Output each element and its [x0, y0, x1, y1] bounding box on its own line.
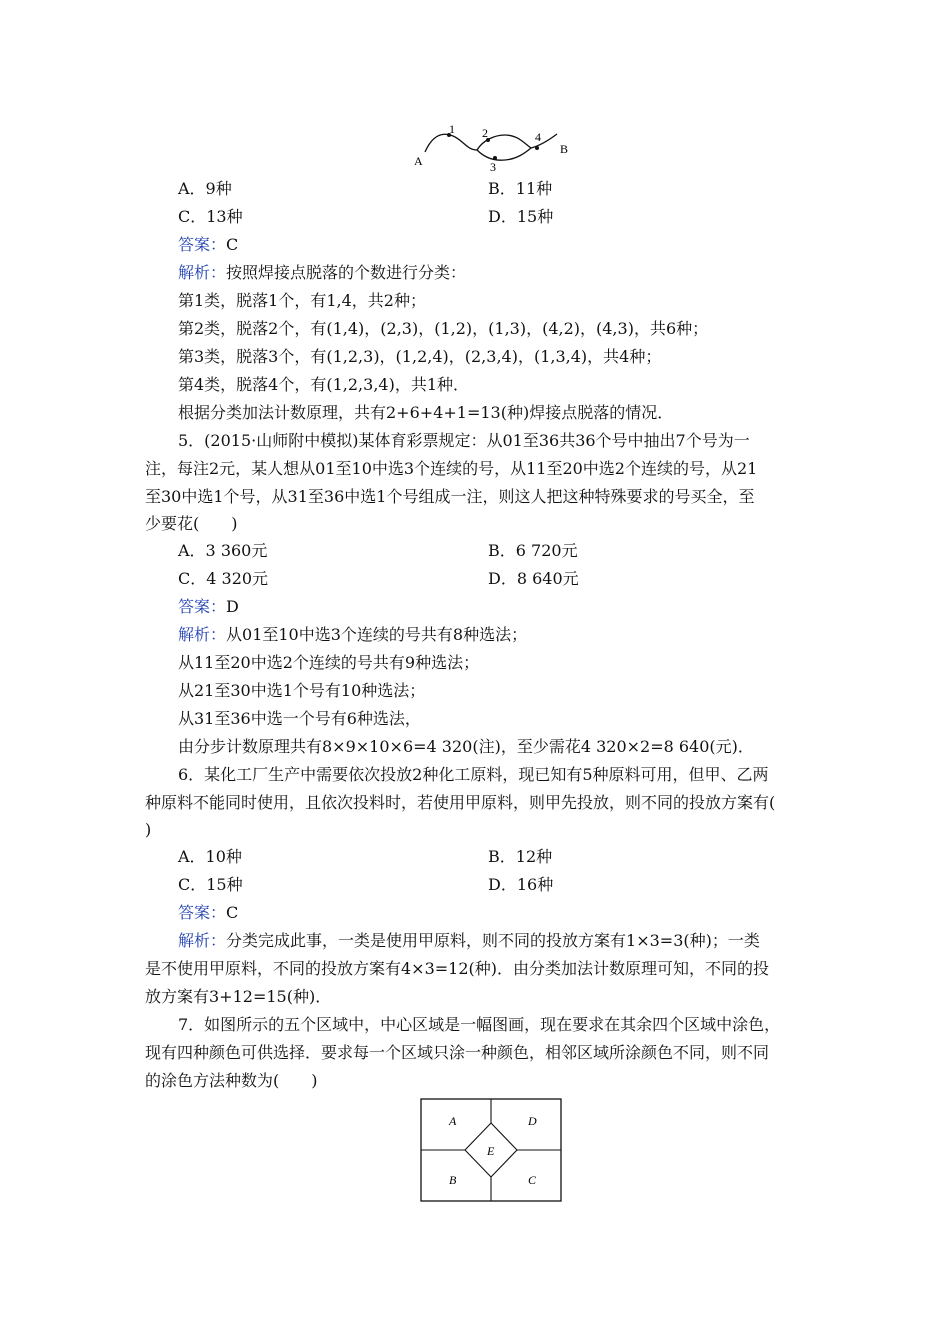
q6-answer	[178, 903, 238, 923]
answer-value: D	[226, 597, 239, 616]
answer-label: 答案：	[178, 235, 227, 254]
q6-stem-line: )	[145, 820, 152, 839]
q6-option-a: A．10种	[178, 847, 242, 866]
q6-analysis-line: 放方案有3+12=15(种)．	[145, 987, 332, 1006]
q5-option-c: C．4 320元	[178, 569, 269, 588]
q5-option-d: D．8 640元	[488, 569, 579, 588]
q4-analysis-line: 第1类，脱落1个，有1,4，共2种；	[178, 291, 426, 310]
q4-analysis	[178, 263, 466, 283]
q5-stem-line: 至30中选1个号，从31至36中选1个号组成一注，则这人把这种特殊要求的号买全，至	[145, 487, 755, 506]
q5-answer	[178, 597, 239, 617]
circuit-label-1: 1	[449, 122, 455, 136]
q6-option-d: D．16种	[488, 875, 554, 894]
region-label-a: A	[449, 1114, 457, 1128]
q6-stem-line: 6．某化工厂生产中需要依次投放2种化工原料，现已知有5种原料可用，但甲、乙两	[178, 765, 769, 784]
circuit-label-b: B	[560, 142, 569, 156]
q5-analysis-line: 由分步计数原理共有8×9×10×6=4 320(注)，至少需花4 320×2=8 640(元)．	[178, 737, 754, 756]
analysis-text: 从01至10中选3个连续的号共有8种选法；	[226, 625, 528, 644]
region-diagram	[415, 1095, 567, 1205]
q7-stem-line: 的涂色方法种数为( )	[145, 1071, 318, 1090]
region-label-e: E	[487, 1144, 495, 1158]
analysis-label: 解析：	[178, 263, 227, 282]
q6-option-b: B．12种	[488, 847, 553, 866]
q5-analysis-line: 从31至36中选一个号有6种选法，	[178, 709, 421, 728]
analysis-text: 分类完成此事，一类是使用甲原料，则不同的投放方案有1×3=3(种)；一类	[226, 931, 760, 950]
q5-option-a: A．3 360元	[178, 541, 268, 560]
answer-value: C	[226, 235, 239, 254]
q4-option-c: C．13种	[178, 207, 243, 226]
answer-value: C	[226, 903, 239, 922]
q4-analysis-line: 第3类，脱落3个，有(1,2,3)，(1,2,4)，(2,3,4)，(1,3,4)，共4种；	[178, 347, 662, 366]
circuit-label-a: A	[414, 154, 423, 168]
analysis-label: 解析：	[178, 931, 227, 950]
q5-stem-line: 注，每注2元，某人想从01至10中选3个连续的号，从11至20中选2个连续的号，从21	[145, 459, 758, 478]
circuit-diagram	[405, 120, 585, 175]
q5-stem-line: 少要花( )	[145, 514, 238, 533]
weld-point-4	[535, 146, 539, 150]
q6-stem-line: 种原料不能同时使用，且依次投料时，若使用甲原料，则甲先投放，则不同的投放方案有(	[145, 793, 776, 812]
q6-analysis	[178, 931, 760, 951]
q5-analysis-line: 从21至30中选1个号有10种选法；	[178, 681, 426, 700]
region-label-c: C	[528, 1173, 537, 1187]
circuit-label-3: 3	[490, 160, 496, 174]
q4-option-d: D．15种	[488, 207, 554, 226]
circuit-branch-lower	[477, 148, 531, 160]
analysis-text: 按照焊接点脱落的个数进行分类：	[226, 263, 467, 282]
q6-option-c: C．15种	[178, 875, 243, 894]
analysis-label: 解析：	[178, 625, 227, 644]
answer-label: 答案：	[178, 597, 227, 616]
circuit-label-2: 2	[482, 126, 488, 140]
q4-option-a: A．9种	[178, 179, 232, 198]
q5-option-b: B．6 720元	[488, 541, 578, 560]
q7-stem-line: 现有四种颜色可供选择．要求每一个区域只涂一种颜色，相邻区域所涂颜色不同，则不同	[145, 1043, 770, 1062]
region-label-d: D	[528, 1114, 537, 1128]
q4-analysis-line: 第2类，脱落2个，有(1,4)，(2,3)，(1,2)，(1,3)，(4,2)，(4,3)，共6种；	[178, 319, 709, 338]
q5-stem-line: 5．(2015·山师附中模拟)某体育彩票规定：从01至36共36个号中抽出7个号为一	[178, 431, 750, 450]
q5-analysis	[178, 625, 527, 645]
answer-label: 答案：	[178, 903, 227, 922]
q4-answer	[178, 235, 238, 255]
q6-analysis-line: 是不使用甲原料，不同的投放方案有4×3=12(种)．由分类加法计数原理可知，不同的投	[145, 959, 770, 978]
circuit-wire-left	[425, 134, 477, 152]
q7-stem-line: 7．如图所示的五个区域中，中心区域是一幅图画，现在要求在其余四个区域中涂色，	[178, 1015, 781, 1034]
q4-analysis-line: 第4类，脱落4个，有(1,2,3,4)，共1种．	[178, 375, 470, 394]
region-label-b: B	[449, 1173, 457, 1187]
q5-analysis-line: 从11至20中选2个连续的号共有9种选法；	[178, 653, 480, 672]
q4-analysis-line: 根据分类加法计数原理，共有2+6+4+1=13(种)焊接点脱落的情况．	[178, 403, 674, 422]
circuit-label-4: 4	[535, 130, 541, 144]
q4-option-b: B．11种	[488, 179, 553, 198]
